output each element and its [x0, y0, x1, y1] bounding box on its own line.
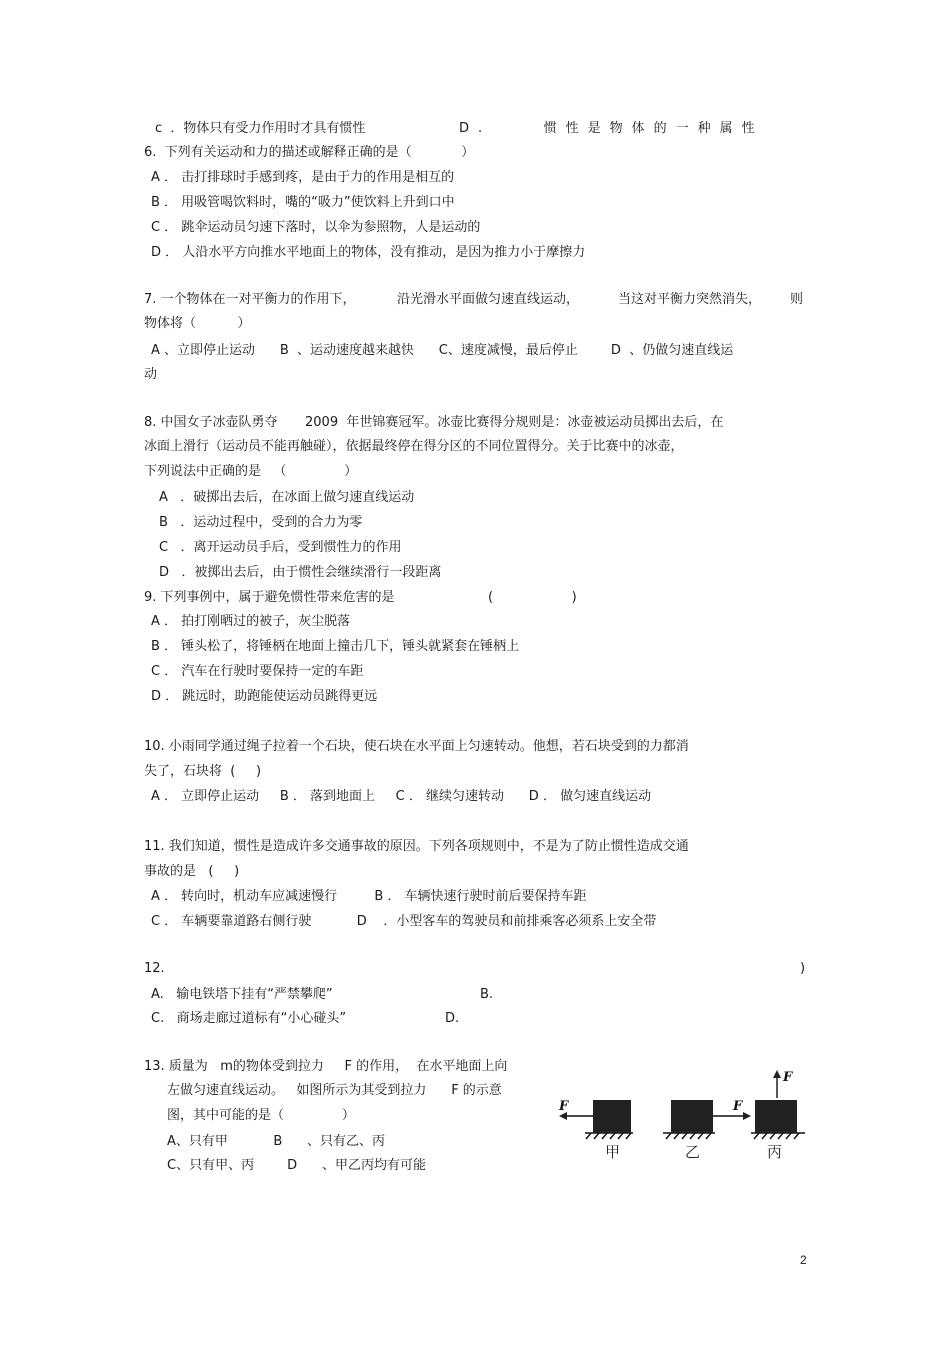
question-8-line2: 冰面上滑行（运动员不能再触碰），依据最终停在得分区的不同位置得分。关于比赛中的冰壶，: [144, 439, 684, 454]
question-12: 12.: [144, 961, 165, 976]
question-8-option-c: C ．离开运动员手后，受到惯性力的作用: [159, 540, 402, 555]
question-12-option-c: C. 商场走廊过道标有“小心碰头”: [151, 1011, 347, 1026]
question-8-option-d: D ．被掷出去后，由于惯性会继续滑行一段距离: [159, 565, 442, 580]
force-label-bing: F: [783, 1070, 793, 1085]
question-7-options-wrap: 动: [144, 367, 158, 382]
question-10: 10. 小雨同学通过绳子拉着一个石块，使石块在水平面上匀速转动。他想，若石块受到的力都消: [144, 739, 689, 754]
question-11-line2: 事故的是 ( ): [144, 864, 240, 879]
question-8-option-a: A ．破掷出去后，在冰面上做匀速直线运动: [159, 490, 415, 505]
question-9-option-d: D ． 跳远时，助跑能使运动员跳得更远: [151, 689, 378, 704]
question-12-bracket: ): [800, 961, 806, 976]
question-13-line2: 左做匀速直线运动。 如图所示为其受到拉力 F 的示意: [167, 1083, 502, 1098]
question-10-line2: 失了，石块将 ( ): [144, 764, 262, 779]
label-bing: 丙: [767, 1143, 783, 1161]
question-13-options-1: A、只有甲 B 、只有乙、丙: [167, 1134, 386, 1149]
question-7-part1: 7. 一个物体在一对平衡力的作用下，: [144, 292, 356, 307]
question-11-options-ab: A ． 转向时，机动车应减速慢行 B ． 车辆快速行驶时前后要保持车距: [151, 889, 587, 904]
force-diagram: [555, 1066, 810, 1162]
force-label-yi: F: [733, 1099, 743, 1114]
question-7-part3: 当这对平衡力突然消失，: [618, 292, 762, 307]
question-6-option-b: B ． 用吸管喝饮料时，嘴的“吸力”使饮料上升到口中: [151, 195, 455, 210]
label-jia: 甲: [605, 1143, 621, 1161]
question-7-part2: 沿光滑水平面做匀速直线运动，: [397, 292, 580, 307]
question-11-options-cd: C ． 车辆要靠道路右侧行驶 D ．小型客车的驾驶员和前排乘客必须系上安全带: [151, 914, 657, 929]
question-8-part1: 8. 中国女子冰壶队勇夺: [144, 415, 278, 430]
question-9-option-a: A ． 拍打刚晒过的被子，灰尘脱落: [151, 614, 351, 629]
question-8-part2: 2009 年世锦赛冠军。冰壶比赛得分规则是：冰壶被运动员掷出去后，在: [305, 415, 724, 430]
question-10-options: A ． 立即停止运动 B ． 落到地面上 C ． 继续匀速转动 D ． 做匀速直线运动: [151, 789, 652, 804]
question-6-option-a: A ． 击打排球时手感到疼，是由于力的作用是相互的: [151, 170, 455, 185]
question-6-option-d: D ． 人沿水平方向推水平地面上的物体，没有推动，是因为推力小于摩擦力: [151, 245, 586, 260]
question-8-line3: 下列说法中正确的是 （ ）: [144, 464, 358, 479]
option-d-inertia-property: D. 惯性是物体的一种属性: [459, 121, 764, 136]
question-13-line3: 图，其中可能的是（ ）: [167, 1108, 355, 1123]
question-9-option-c: C ． 汽车在行驶时要保持一定的车距: [151, 664, 364, 679]
question-9: 9. 下列事例中，属于避免惯性带来危害的是: [144, 590, 395, 605]
label-yi: 乙: [685, 1143, 701, 1161]
question-7-line2: 物体将（ ）: [144, 316, 251, 331]
question-12-option-a: A. 输电铁塔下挂有“严禁攀爬”: [151, 987, 333, 1002]
question-9-bracket: ( ): [488, 590, 577, 605]
question-7-part4: 则: [790, 292, 804, 307]
page-number: 2: [800, 1253, 807, 1267]
question-12-option-d: D.: [445, 1011, 460, 1026]
option-c-inertia-force: c ．物体只有受力作用时才具有惯性: [155, 121, 366, 136]
question-13-options-2: C、只有甲、丙 D 、甲乙丙均有可能: [167, 1158, 426, 1173]
question-6: 6. 下列有关运动和力的描述或解释正确的是（ ）: [144, 145, 475, 160]
question-9-option-b: B ． 锤头松了，将锤柄在地面上撞击几下，锤头就紧套在锤柄上: [151, 639, 520, 654]
question-8-option-b: B ．运动过程中，受到的合力为零: [159, 515, 363, 530]
question-7-options: A 、立即停止运动 B 、运动速度越来越快 C、速度减慢，最后停止 D 、仍做匀速直线运: [151, 343, 734, 358]
question-6-option-c: C ． 跳伞运动员匀速下落时，以伞为参照物，人是运动的: [151, 220, 481, 235]
question-11: 11. 我们知道，惯性是造成许多交通事故的原因。下列各项规则中，不是为了防止惯性造成交通: [144, 839, 689, 854]
question-13: 13. 质量为 m的物体受到拉力 F 的作用， 在水平地面上向: [144, 1059, 508, 1074]
force-label-jia: F: [559, 1099, 569, 1114]
question-12-option-b: B.: [480, 987, 494, 1002]
